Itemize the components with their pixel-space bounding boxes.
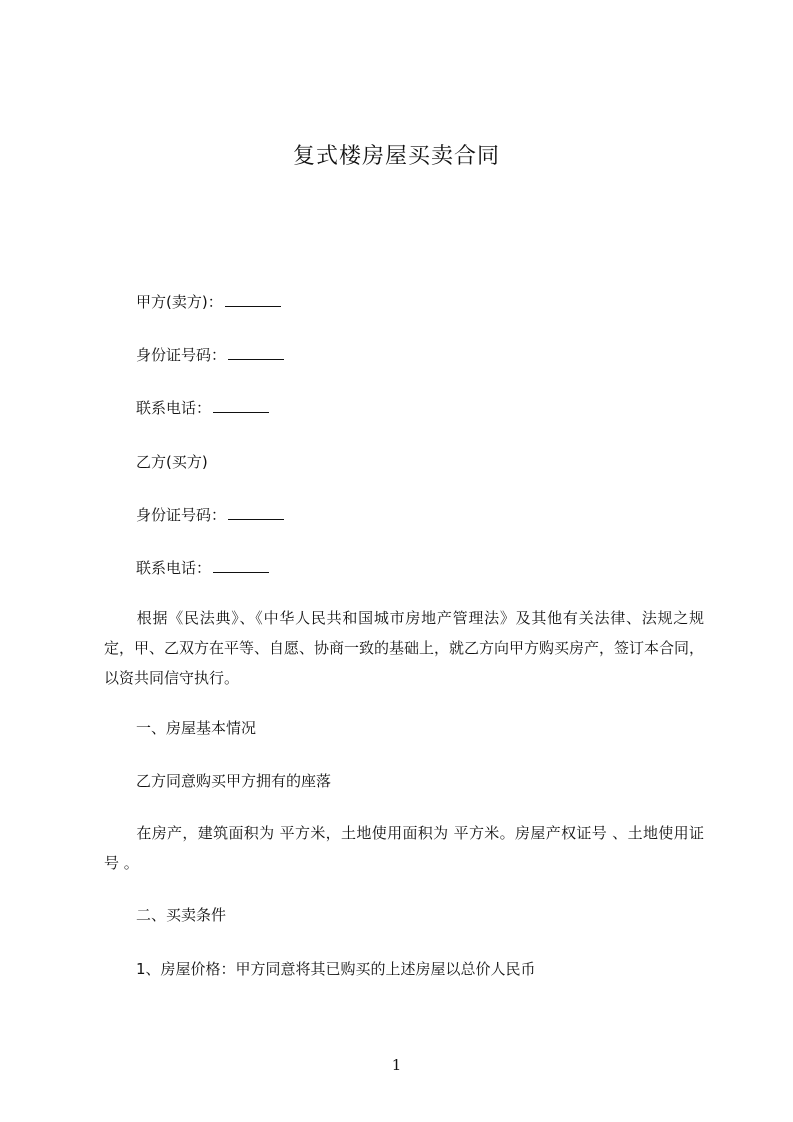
- section2-item1: 1、房屋价格：甲方同意将其已购买的上述房屋以总价人民币: [136, 960, 536, 978]
- section1-paragraph: [104, 818, 704, 878]
- party-a-phone-label: 联系电话：: [136, 399, 212, 417]
- party-a-blank: [225, 292, 281, 307]
- party-a-id-blank: [228, 345, 284, 360]
- section2-heading: 二、买卖条件: [136, 906, 227, 924]
- party-b-id-blank: [228, 505, 284, 520]
- section1-line1: 乙方同意购买甲方拥有的座落: [136, 772, 332, 790]
- party-a-id-line: [136, 345, 284, 365]
- party-b-phone-blank: [213, 558, 269, 573]
- section1-paragraph-text: 在房产，建筑面积为 平方米，土地使用面积为 平方米。房屋产权证号 、土地使用证号 。: [104, 824, 704, 872]
- party-a-line: [136, 292, 281, 312]
- intro-paragraph: [104, 603, 704, 693]
- page-number: 1: [391, 1056, 402, 1074]
- party-b-label: 乙方(买方): [136, 453, 208, 471]
- party-b-id-line: [136, 505, 284, 525]
- document-title: 复式楼房屋买卖合同: [292, 144, 500, 169]
- party-a-id-label: 身份证号码：: [136, 346, 227, 364]
- party-a-phone-line: [136, 398, 269, 418]
- party-b-line: [136, 452, 208, 472]
- section1-heading: 一、房屋基本情况: [136, 719, 257, 737]
- intro-paragraph-text: 根据《民法典》、《中华人民共和国城市房地产管理法》及其他有关法律、法规之规定，甲、乙双方在平等、自愿、协商一致的基础上，就乙方向甲方购买房产，签订本合同，以资共同信守执行。: [104, 609, 705, 687]
- party-b-id-label: 身份证号码：: [136, 506, 227, 524]
- party-a-label: 甲方(卖方)：: [136, 293, 223, 311]
- party-b-phone-label: 联系电话：: [136, 559, 212, 577]
- party-b-phone-line: [136, 558, 269, 578]
- party-a-phone-blank: [213, 398, 269, 413]
